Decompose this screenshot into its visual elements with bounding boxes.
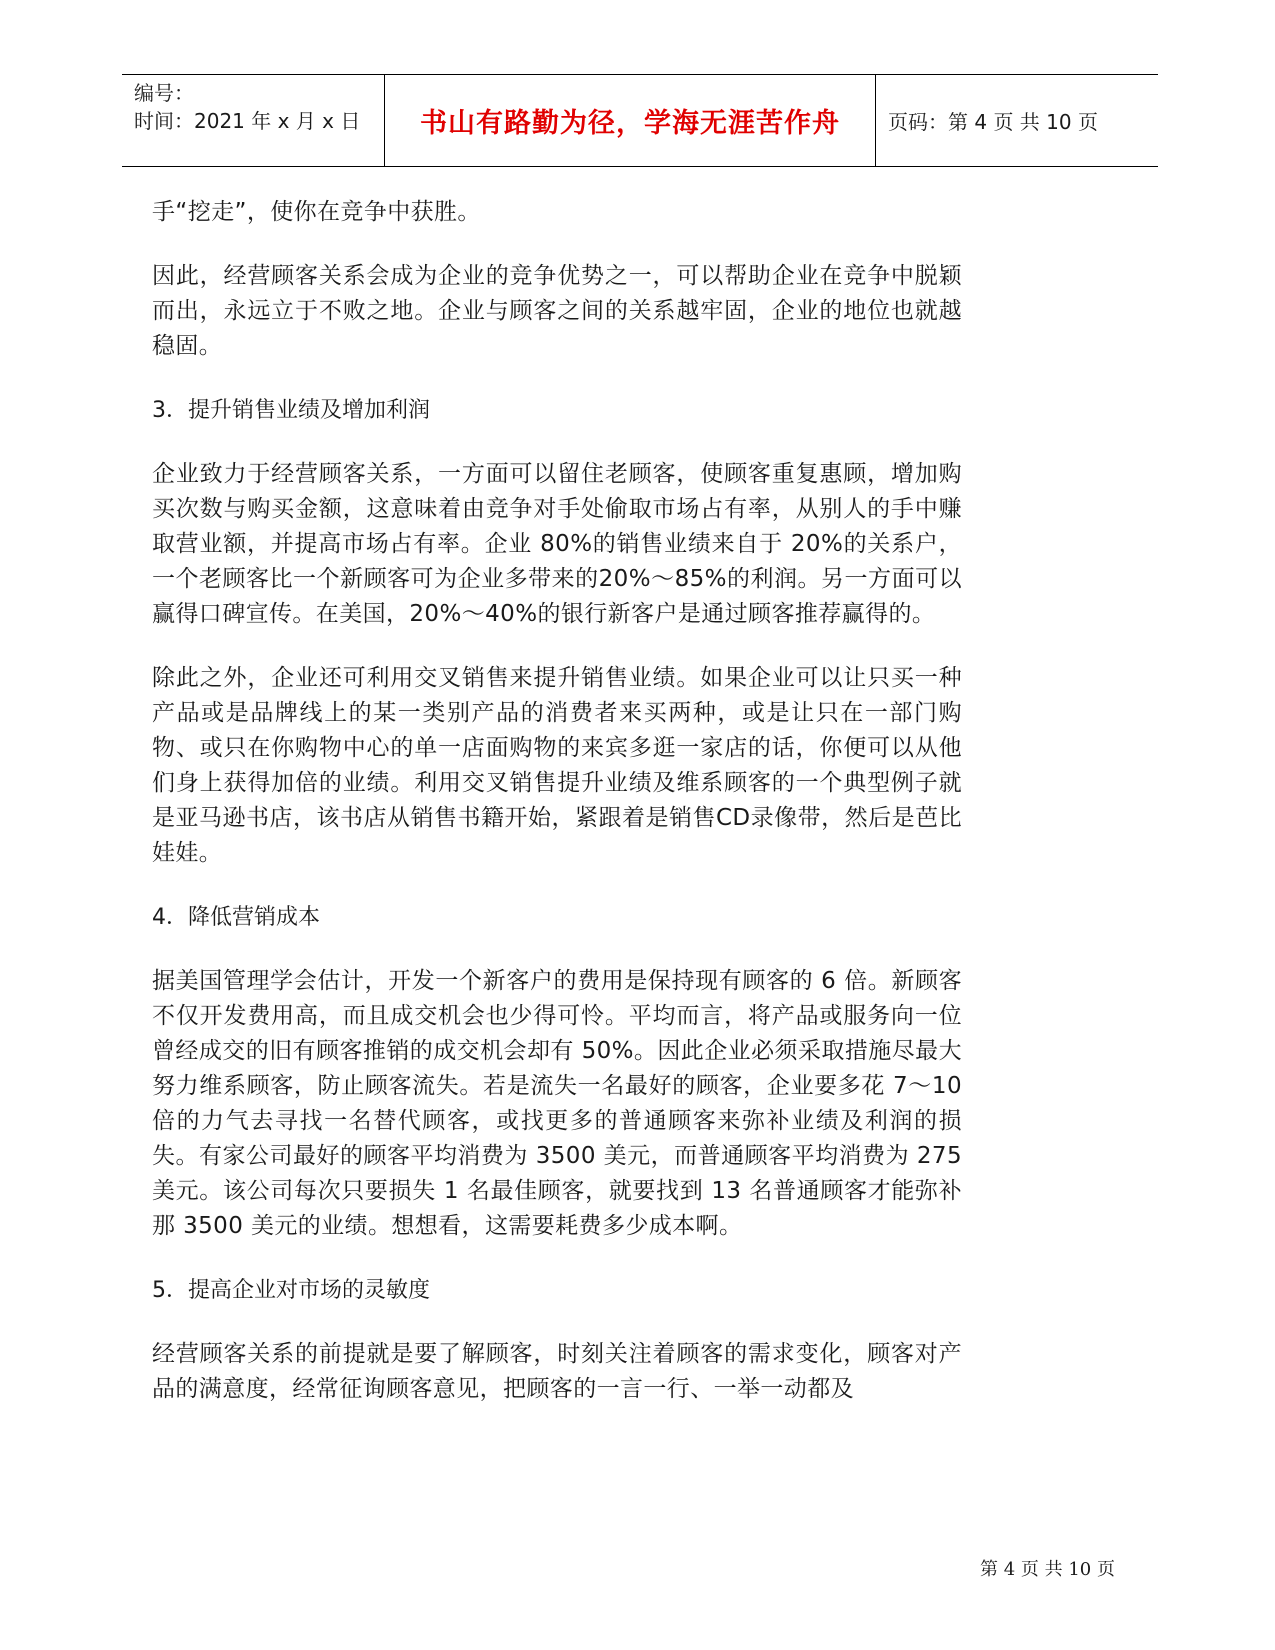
header-motto: 书山有路勤为径，学海无涯苦作舟 xyxy=(420,108,840,139)
paragraph: 手“挖走”，使你在竞争中获胜。 xyxy=(152,199,481,225)
header-page-cell xyxy=(876,75,1158,166)
page-footer: 第 4 页 共 10 页 xyxy=(980,1559,1115,1580)
paragraph: 除此之外，企业还可利用交叉销售来提升销售业绩。如果企业可以让只买一种产品或是品牌线上的某一类别产品的消费者来买两种，或是让只在一部门购物、或只在你购物中心的单一店面购物的来宾多逛一家店的话，你便可以从他们身上获得加倍的业绩。利用交叉销售提升业绩及维系顾客的一个典型例子就是亚马逊书店，该书店从销售书籍开始，紧跟着是销售CD录像带，然后是芭比娃娃。 xyxy=(152,665,962,866)
document-number-label: 编号： xyxy=(134,81,194,105)
document-body xyxy=(152,195,962,1436)
section-heading: 5．提高企业对市场的灵敏度 xyxy=(152,1278,430,1303)
header-page-label: 页码：第 4 页 共 10 页 xyxy=(888,110,1098,134)
document-time-label: 时间：2021 年 x 月 x 日 xyxy=(134,109,361,133)
paragraph: 据美国管理学会估计，开发一个新客户的费用是保持现有顾客的 6 倍。新顾客不仅开发费用高，而且成交机会也少得可怜。平均而言，将产品或服务向一位曾经成交的旧有顾客推销的成交机会却有 50%。因此企业必须采取措施尽最大努力维系顾客，防止顾客流失。若是流失一名最好的顾客，企业要多花 7～10 倍的力气去寻找一名替代顾客，或找更多的普通顾客来弥补业绩及利润的损失。有家公司最好的顾客平均消费为 3500 美元，而普通顾客平均消费为 275 美元。该公司每次只要损失 1 名最佳顾客，就要找到 13 名普通顾客才能弥补那 3500 美元的业绩。想想看，这需要耗费多少成本啊。 xyxy=(152,968,962,1239)
paragraph: 企业致力于经营顾客关系，一方面可以留住老顾客，使顾客重复惠顾，增加购买次数与购买金额，这意味着由竞争对手处偷取市场占有率，从别人的手中赚取营业额，并提高市场占有率。企业 80%的销售业绩来自于 20%的关系户，一个老顾客比一个新顾客可为企业多带来的20%～85%的利润。另一方面可以赢得口碑宣传。在美国，20%～40%的银行新客户是通过顾客推荐赢得的。 xyxy=(152,461,962,627)
paragraph: 因此，经营顾客关系会成为企业的竞争优势之一，可以帮助企业在竞争中脱颖而出，永远立于不败之地。企业与顾客之间的关系越牢固，企业的地位也就越稳固。 xyxy=(152,263,962,359)
paragraph: 经营顾客关系的前提就是要了解顾客，时刻关注着顾客的需求变化，顾客对产品的满意度，经常征询顾客意见，把顾客的一言一行、一举一动都及 xyxy=(152,1341,962,1402)
section-heading: 4．降低营销成本 xyxy=(152,905,320,930)
page-header xyxy=(122,74,1158,167)
header-meta-cell xyxy=(122,75,385,166)
header-motto-cell xyxy=(385,75,876,166)
section-heading: 3．提升销售业绩及增加利润 xyxy=(152,398,430,423)
